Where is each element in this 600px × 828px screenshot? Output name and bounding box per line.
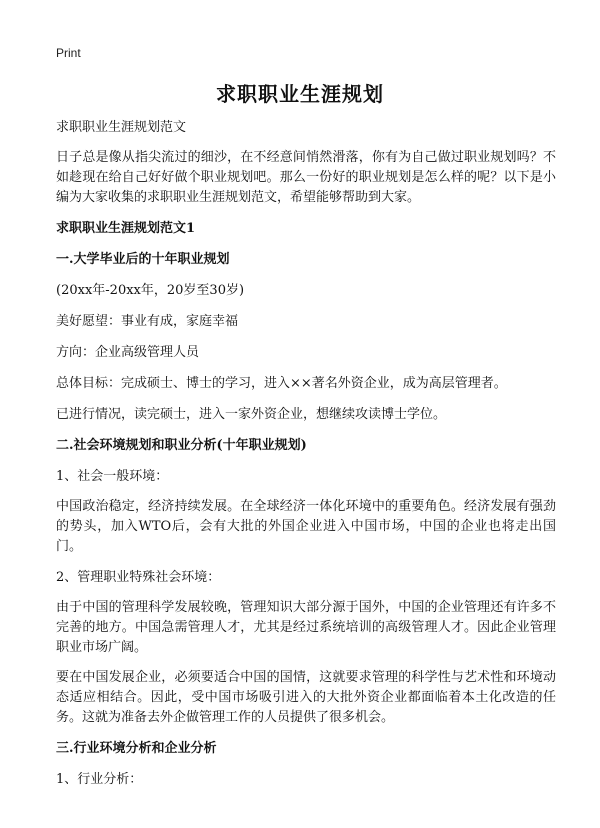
paragraph-2: 由于中国的管理科学发展较晚，管理知识大部分源于国外，中国的企业管理还有许多不完善的地方。中国急需管理人才，尤其是经过系统培训的高级管理人才。因此企业管理职业市场广阔。 [56, 600, 556, 655]
subsection-2: 2、管理职业特殊社会环境： [56, 570, 221, 585]
direction-line: 方向：企业高级管理人员 [56, 345, 200, 360]
paragraph-3: 要在中国发展企业，必须要适合中国的国情，这就要求管理的科学性与艺术性和环境动态适应相结合。因此，受中国市场吸引进入的大批外资企业都面临着本土化改造的任务。这就为准备去外企做管理工作的人员提供了很多机会。 [56, 670, 556, 725]
years-line: (20xx年-20xx年，20岁至30岁) [56, 283, 245, 298]
intro-paragraph: 日子总是像从指尖流过的细沙，在不经意间悄然滑落，你有为自己做过职业规划吗？不如趁现在给自己好好做个职业规划吧。那么一份好的职业规划是怎么样的呢？以下是小编为大家收集的求职职业生涯规划范文，希望能够帮助到大家。 [56, 150, 556, 205]
subsection-1: 1、社会一般环境： [56, 469, 169, 484]
print-label[interactable]: Print [56, 46, 81, 60]
page-title: 求职职业生涯规划 [216, 82, 384, 106]
heading-3: 三.行业环境分析和企业分析 [56, 741, 217, 756]
wish-line: 美好愿望：事业有成，家庭幸福 [56, 314, 239, 329]
subsection-3: 1、行业分析： [56, 772, 143, 787]
heading-2: 二.社会环境规划和职业分析(十年职业规划) [56, 438, 307, 453]
document-subtitle: 求职职业生涯规划范文 [56, 120, 187, 135]
goal-line: 总体目标：完成硕士、博士的学习，进入××著名外资企业，成为高层管理者。 [56, 376, 507, 391]
section-title: 求职职业生涯规划范文1 [56, 221, 196, 236]
document-body [56, 118, 556, 790]
paragraph-1: 中国政治稳定，经济持续发展。在全球经济一体化环境中的重要角色。经济发展有强劲的势头，加入WTO后，会有大批的外国企业进入中国市场，中国的企业也将走出国门。 [56, 499, 556, 554]
progress-line: 已进行情况，读完硕士，进入一家外资企业，想继续攻读博士学位。 [56, 407, 447, 422]
heading-1: 一.大学毕业后的十年职业规划 [56, 252, 230, 267]
